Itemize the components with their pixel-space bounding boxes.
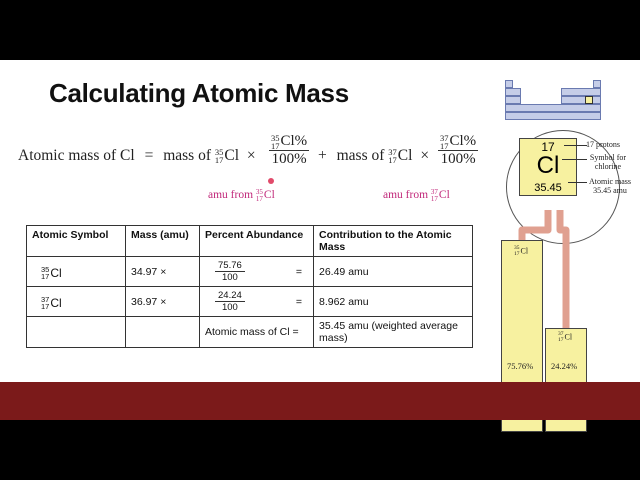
denominator: 100% (271, 151, 307, 167)
connector-tubes (0, 60, 640, 420)
label-mass: Atomic mass 35.45 amu (589, 177, 631, 195)
total-value: 35.45 amu (weighted average mass) (314, 317, 473, 348)
mass-number: 37 (388, 147, 397, 158)
label-symbol: Symbol for chlorine (589, 153, 627, 171)
atomic-number: 17 (41, 272, 50, 281)
element-symbol: Cl (520, 246, 529, 256)
card-symbol: Cl (536, 152, 560, 179)
times-sign: × (420, 147, 430, 164)
atomic-number: 17 (214, 155, 224, 166)
element-symbol: Cl (564, 332, 573, 342)
cell-mass: 34.97 × (126, 257, 200, 287)
slide (0, 60, 640, 420)
element-symbol: Cl (50, 266, 62, 280)
element-symbol: Cl (397, 147, 413, 164)
footer-bar (0, 382, 640, 420)
header-mass: Mass (amu) (126, 226, 200, 257)
element-symbol: Cl (224, 147, 240, 164)
element-symbol: Cl (50, 296, 62, 310)
equation-lhs-text: Atomic mass of Cl (18, 147, 135, 164)
mass-number: 37 (430, 188, 438, 196)
mass-number: 35 (514, 245, 520, 251)
label-protons: 17 protons (586, 140, 620, 149)
cell-contribution: 8.962 amu (314, 287, 473, 317)
card-atomic-mass: 35.45 (534, 182, 562, 194)
cell-contribution: 26.49 amu (314, 257, 473, 287)
equals-sign: = (144, 147, 154, 164)
bar-label-cl37 (558, 332, 572, 343)
element-symbol: Cl (438, 189, 450, 202)
times-sign: × (246, 147, 256, 164)
slide-title: Calculating Atomic Mass (49, 78, 349, 108)
equals-sign: = (295, 295, 302, 308)
atomic-number: 17 (271, 140, 280, 151)
amu-label: amu from (208, 189, 254, 202)
header-atomic-symbol: Atomic Symbol (27, 226, 126, 257)
card-atomic-number: 17 (541, 140, 555, 154)
abundance-denominator: 100 (221, 272, 238, 283)
header-contribution: Contribution to the Atomic Mass (314, 226, 473, 257)
denominator: 100% (440, 151, 476, 167)
mass-number: 35 (255, 188, 263, 196)
amu-label: amu from (383, 189, 429, 202)
atomic-number: 17 (388, 155, 397, 166)
abundance-numerator: 75.76 (215, 260, 245, 272)
cell-mass: 36.97 × (126, 287, 200, 317)
abundance-numerator: 24.24 (215, 290, 245, 302)
atomic-number: 17 (558, 336, 564, 343)
atomic-number: 17 (430, 194, 438, 203)
atomic-number: 17 (255, 194, 263, 203)
percent-numerator: Cl% (280, 133, 308, 149)
mass-number: 35 (214, 147, 224, 158)
mass-number: 37 (440, 132, 449, 143)
atomic-number: 17 (514, 250, 520, 257)
term1-prefix: mass of (163, 147, 211, 164)
equals-sign: = (295, 265, 302, 278)
abundance-denominator: 100 (221, 302, 238, 313)
atomic-number: 17 (41, 302, 50, 311)
mass-number: 35 (271, 132, 280, 143)
total-label: Atomic mass of Cl = (200, 317, 314, 348)
bar-label-cl35 (514, 246, 528, 257)
bar-percent-cl35: 75.76% (507, 361, 534, 371)
mass-number: 35 (41, 264, 50, 274)
percent-numerator: Cl% (449, 133, 477, 149)
header-percent-abundance: Percent Abundance (200, 226, 314, 257)
mass-number: 37 (558, 331, 564, 337)
term2-prefix: mass of (336, 147, 385, 164)
atomic-number: 17 (440, 140, 449, 151)
mass-number: 37 (41, 294, 50, 304)
element-symbol: Cl (263, 189, 275, 202)
bar-percent-cl37: 24.24% (551, 361, 578, 371)
plus-sign: + (318, 147, 327, 164)
